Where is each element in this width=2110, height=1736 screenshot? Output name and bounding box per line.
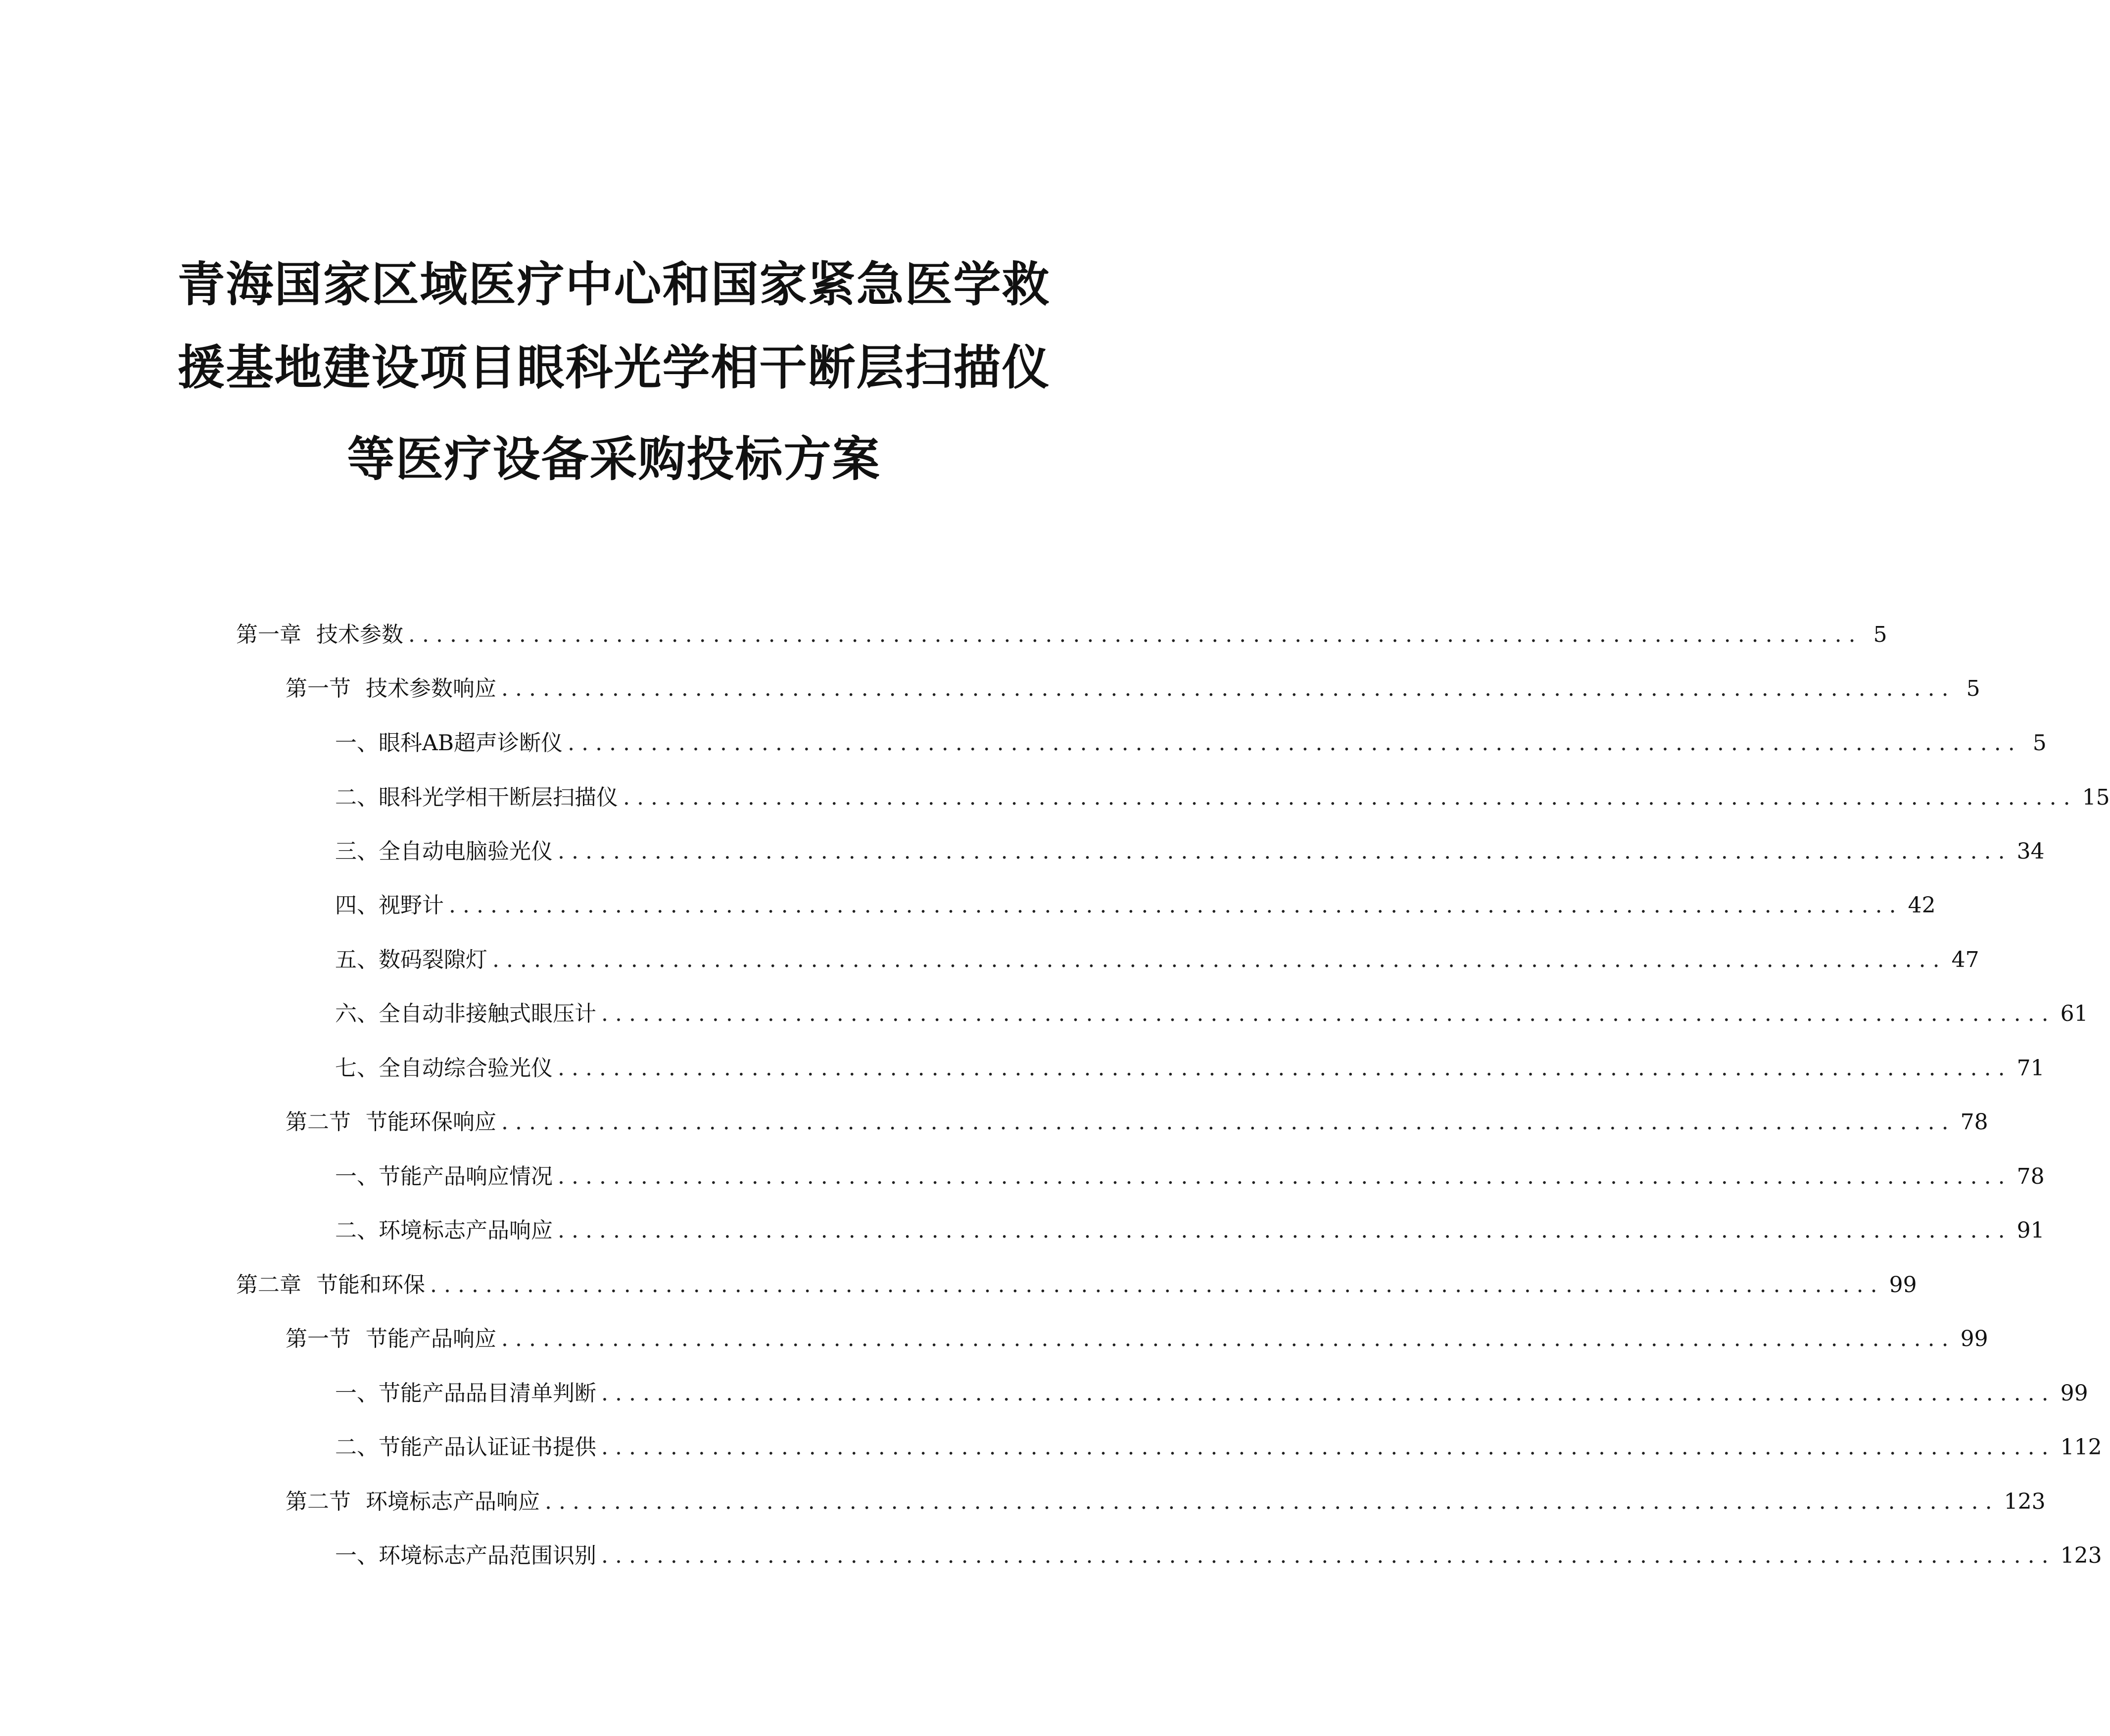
- toc-leader: .........................................................................................................: [601, 1543, 2056, 1568]
- toc-leader: .........................................................................................................: [501, 1326, 1956, 1351]
- toc-label: 节能产品响应情况: [379, 1164, 553, 1189]
- toc-entry-item[interactable]: [335, 888, 1936, 923]
- toc-label: 环境标志产品范围识别: [379, 1543, 596, 1568]
- toc-entry-item[interactable]: [335, 1430, 2102, 1465]
- toc-leader: .........................................................................................................: [601, 1001, 2056, 1026]
- toc-entry-item[interactable]: [335, 943, 1979, 977]
- toc-number: 第一章: [236, 622, 301, 647]
- toc-page-number: 99: [2060, 1381, 2088, 1406]
- toc-number: 一、: [335, 1381, 379, 1406]
- toc-number: 第一节: [286, 1326, 351, 1351]
- toc-number: 二、: [335, 1435, 379, 1460]
- toc-number: 二、: [335, 1218, 379, 1243]
- toc-entry-chapter-2[interactable]: [236, 1268, 1917, 1302]
- toc-entry-item[interactable]: [335, 1159, 2045, 1194]
- toc-entry-section[interactable]: [286, 1105, 1988, 1140]
- toc-page-number: 5: [2032, 730, 2047, 756]
- document-title-line-2: 援基地建设项目眼科光学相干断层扫描仪: [177, 340, 1051, 395]
- toc-label: 视野计: [379, 893, 444, 918]
- toc-leader: .........................................................................................................: [623, 785, 2077, 810]
- toc-leader: .........................................................................................................: [408, 622, 1863, 647]
- toc-label: 节能产品响应: [366, 1326, 496, 1351]
- toc-number: 四、: [335, 893, 379, 918]
- toc-page-number: 91: [2016, 1218, 2045, 1243]
- toc-entry-item[interactable]: [335, 834, 2045, 869]
- toc-entry-item[interactable]: [335, 997, 2088, 1031]
- toc-page-number: 47: [1951, 947, 1979, 972]
- toc-label: 节能和环保: [316, 1272, 425, 1298]
- toc-leader: .........................................................................................................: [558, 839, 2012, 864]
- toc-leader: .........................................................................................................: [558, 1056, 2012, 1081]
- toc-number: 第一节: [286, 676, 351, 701]
- toc-number: 二、: [335, 785, 379, 810]
- toc-label: 环境标志产品响应: [366, 1489, 540, 1514]
- toc-page-number: 78: [1960, 1109, 1988, 1135]
- toc-leader: .........................................................................................................: [449, 893, 1903, 918]
- toc-label: 技术参数响应: [366, 676, 496, 701]
- toc-label: 技术参数: [316, 622, 403, 647]
- toc-label: 数码裂隙灯: [379, 947, 487, 972]
- toc-page-number: 99: [1960, 1326, 1988, 1351]
- document-title-line-3: 等医疗设备采购投标方案: [347, 432, 881, 487]
- toc-leader: .........................................................................................................: [558, 1164, 2012, 1189]
- toc-leader: .........................................................................................................: [492, 947, 1947, 972]
- toc-page-number: 123: [2004, 1489, 2046, 1514]
- toc-label: 全自动综合验光仪: [379, 1056, 553, 1081]
- toc-number: 一、: [335, 1543, 379, 1568]
- toc-leader: .........................................................................................................: [601, 1435, 2056, 1460]
- toc-entry-chapter-1[interactable]: [236, 618, 1887, 652]
- toc-page-number: 112: [2060, 1435, 2102, 1460]
- toc-entry-section[interactable]: [286, 1322, 1988, 1356]
- toc-entry-item[interactable]: [335, 1539, 2102, 1573]
- toc-number: 三、: [335, 839, 379, 864]
- toc-page-number: 5: [1966, 676, 1980, 701]
- toc-label: 节能环保响应: [366, 1109, 496, 1135]
- toc-entry-section[interactable]: [286, 1485, 2046, 1519]
- toc-label: 全自动非接触式眼压计: [379, 1001, 596, 1026]
- toc-number: 第二章: [236, 1272, 301, 1298]
- toc-entry-item[interactable]: [335, 1376, 2088, 1411]
- toc-label: 全自动电脑验光仪: [379, 839, 553, 864]
- toc-number: 第二节: [286, 1489, 351, 1514]
- toc-label: 节能产品品目清单判断: [379, 1381, 596, 1406]
- toc-entry-item[interactable]: [335, 1051, 2045, 1086]
- toc-page-number: 34: [2016, 839, 2045, 864]
- toc-entry-section[interactable]: [286, 672, 1980, 706]
- toc-number: 七、: [335, 1056, 379, 1081]
- toc-leader: .........................................................................................................: [430, 1272, 1884, 1298]
- document-title-line-1: 青海国家区域医疗中心和国家紧急医学救: [177, 257, 1051, 312]
- toc-number: 一、: [335, 730, 379, 756]
- toc-number: 第二节: [286, 1109, 351, 1135]
- toc-number: 五、: [335, 947, 379, 972]
- toc-number: 六、: [335, 1001, 379, 1026]
- toc-page-number: 99: [1889, 1272, 1917, 1298]
- toc-leader: .........................................................................................................: [568, 730, 2022, 756]
- toc-leader: .........................................................................................................: [601, 1381, 2056, 1406]
- toc-leader: .........................................................................................................: [545, 1489, 1999, 1514]
- toc-label: 节能产品认证证书提供: [379, 1435, 596, 1460]
- toc-leader: .........................................................................................................: [558, 1218, 2012, 1243]
- toc-page-number: 78: [2016, 1164, 2045, 1189]
- toc-label: 眼科光学相干断层扫描仪: [379, 785, 618, 810]
- toc-entry-item[interactable]: [335, 726, 2047, 761]
- toc-entry-item[interactable]: [335, 780, 2110, 815]
- toc-page-number: 5: [1873, 622, 1887, 647]
- toc-page-number: 61: [2060, 1001, 2088, 1026]
- toc-label: 环境标志产品响应: [379, 1218, 553, 1243]
- toc-number: 一、: [335, 1164, 379, 1189]
- toc-page-number: 71: [2016, 1056, 2045, 1081]
- toc-leader: .........................................................................................................: [501, 1109, 1956, 1135]
- toc-entry-item[interactable]: [335, 1213, 2045, 1248]
- toc-label: 眼科AB超声诊断仪: [379, 730, 563, 756]
- toc-leader: .........................................................................................................: [501, 676, 1956, 701]
- toc-page-number: 42: [1908, 893, 1936, 918]
- toc-page-number: 123: [2060, 1543, 2102, 1568]
- toc-page-number: 15: [2082, 785, 2110, 810]
